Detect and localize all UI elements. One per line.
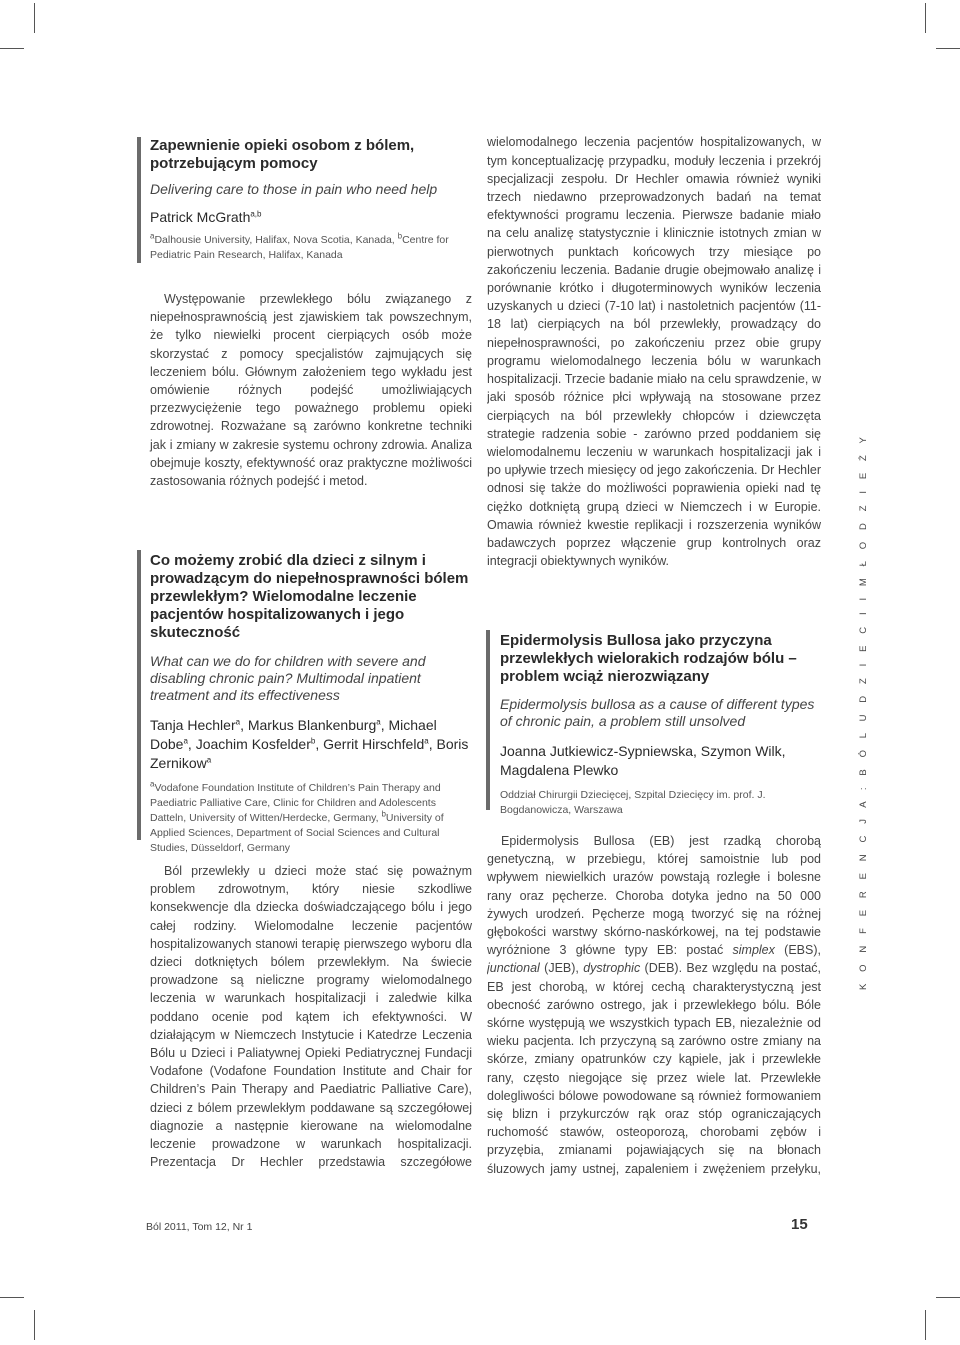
page-number: 15	[791, 1216, 808, 1233]
article3-title: Epidermolysis Bullosa jako przyczyna przewlekłych wielorakich rodzajów bólu – problem wciąż nierozwiązany	[500, 632, 797, 685]
article2-header	[150, 552, 470, 856]
section-bar	[486, 630, 490, 810]
crop-mark	[34, 3, 35, 33]
journal-citation: Ból 2011, Tom 12, Nr 1	[146, 1221, 253, 1233]
side-running-label: K O N F E R E N C J A : B Ó L U D Z I E C I I M Ł O D Z I E Ż Y	[858, 432, 869, 990]
body-italic: dystrophic	[583, 961, 641, 976]
crop-mark	[925, 1310, 926, 1340]
article1-body	[150, 290, 472, 490]
article3-body	[487, 832, 821, 1177]
article2-title: Co możemy zrobić dla dzieci z silnym i prowadzącym do niepełnosprawności bólem przewlekłym? Wielomodalne leczenie pacjentów hospitalizowanych i jego skuteczność	[150, 552, 469, 641]
crop-mark	[925, 3, 926, 33]
article2-title-en: What can we do for children with severe and disabling chronic pain? Multimodal inpatient treatment and its effectiveness	[150, 653, 426, 703]
article3-title-en: Epidermolysis bullosa as a cause of different types of chronic pain, a problem still unsolved	[500, 696, 815, 729]
author-sup: a,b	[250, 209, 262, 219]
author-name: Patrick McGrath	[150, 209, 251, 225]
aff-text: Vodafone Foundation Institute of Children’s Pain Therapy and Paediatric Palliative Care, Clinic for Children and Adolescents Datteln, University of Witten/Herdecke, Germany,	[150, 782, 441, 824]
aff-text: Centre for Pediatric Pain Research, Halifax, Kanada	[150, 234, 449, 261]
author-sup: b	[310, 736, 316, 746]
author-name: , Gerrit Hirschfeld	[315, 736, 425, 752]
body-italic: junctional	[487, 961, 540, 976]
article1-title-en: Delivering care to those in pain who need help	[150, 181, 438, 197]
article2-affiliation	[150, 781, 470, 856]
article2-authors	[150, 716, 470, 773]
author-name: , Joachim Kosfelder	[187, 736, 311, 752]
article3-authors: Joanna Jutkiewicz-Sypniewska, Szymon Wilk, Magdalena Plewko	[500, 743, 786, 778]
article2-body-text-cont: wielomodalnego leczenia pacjentów hospitalizowanych, w tym konceptualizację przypadku, moduły leczenia i przekrój specjalizacji zespołu. Dr Hechler omawia również wyniki trzech niedawno przeprowadzonych badań na temat efektywności programu leczenia. Pierwsze badanie miało na celu analizę statystycznie i klinicznie istotnych zmian w pierwotnych punktach końcowych trzy miesiące po zakończeniu leczenia. Badanie drugie obejmowało analizę i porównanie krótko i długoterminowych wyników leczenia uzyskanych u dzieci (7-10 lat) i nastoletnich pacjentów (11-18 lat) cierpiących na ból przewlekły, prowadzący do niepełnosprawności, po zakończeniu przez obie grupy programu wielomodalnego leczenia bólu w warunkach hospitalizacji. Trzecie badanie miało na celu sprawdzenie, w jaki sposób różnice płci wpływają na stosowane przez cierpiących na ból przewlekły chłopców i dziewczęta strategie radzenia sobie - zarówno przed poddaniem się wielomodalnemu leczeniu w warunkach hospitalizacji jak i po upływie trzech miesięcy od jego zakończenia. Dr Hechler odnosi się także do możliwości poprawienia opieki nad tę ciężko dotkniętą grupą dzieci w Niemczech i w Europie. Omawia również kwestie replikacji i rozszerzenia wyników badawczych poprzez włączenie grup kontrolnych oraz integracji obiektywnych wyników.	[487, 135, 821, 569]
aff-sup: a	[150, 231, 155, 241]
author-sup: a	[376, 717, 381, 727]
body-italic: simplex	[732, 943, 775, 958]
article3-body-text	[487, 832, 821, 1177]
article2-body-right	[487, 134, 821, 574]
author-sup: a	[235, 717, 241, 727]
author-name: , Michael Dobe	[150, 717, 437, 752]
article1-affiliation	[150, 233, 470, 263]
author-sup: a	[424, 736, 429, 746]
author-name: , Markus Blankenburg	[240, 717, 377, 733]
crop-mark	[936, 48, 960, 49]
author-sup: a	[206, 755, 212, 765]
aff-sup: b	[381, 809, 386, 819]
aff-sup: b	[397, 231, 403, 241]
article2-body-text: Ból przewlekły u dzieci może stać się poważnym problem zdrowotnym, który niesie szkodliwe konsekwencje dla dziecka doświadczającego bólu i jego całej rodziny. Wielomodalne leczenie pacjentów hospitalizowanych stanowi terapię pierwszego wyboru dla dzieci dotkniętych bólem przewlekłym. Na świecie prowadzone są nieliczne programy wielomodalnego leczenia w warunkach hospitalizacji i zaledwie kilka poddano ocenie pod kątem ich efektywności. W działającym w Niemczech Instytucie i Katedrze Leczenia Bólu u Dzieci i Paliatywnej Opieki Pediatrycznej Fundacji Vodafone (Vodafone Foundation Institute and Chair for Children’s Pain Therapy and Paediatric Palliative Care), dzieci z bólem przewlekłym poddawane są szczegółowej diagnozie a następnie kierowane na wielomodalne leczenie prowadzone w warunkach hospitalizacji. Prezentacja Dr Hechler przedstawia szczegółowe	[150, 864, 472, 1170]
section-bar	[137, 137, 141, 263]
aff-text: Dalhousie University, Halifax, Nova Scotia, Kanada,	[154, 234, 398, 246]
article3-header	[500, 632, 820, 818]
aff-sup: a	[150, 779, 155, 789]
body-text: (EBS),	[774, 943, 821, 958]
article3-affiliation: Oddział Chirurgii Dziecięcej, Szpital Dziecięcy im. prof. J. Bogdanowicza, Warszawa	[500, 789, 766, 816]
article1-title: Zapewnienie opieki osobom z bólem, potrzebującym pomocy	[150, 137, 415, 172]
section-bar	[137, 550, 141, 840]
article1-author	[150, 208, 470, 227]
body-text: (JEB),	[539, 961, 584, 976]
article1-body-text: Występowanie przewlekłego bólu związanego z niepełnosprawnością jest zjawiskiem tak powszechnym, że tylko niewielki procent cierpiących osób może skorzystać z pomocy specjalistów zajmujących się leczeniem bólu. Głównym założeniem tego wykładu jest omówienie różnych podejść umożliwiających przezwyciężenie tego poważnego problemu opieki zdrowotnej. Rozważane są zarówno konkretne techniki jak i zmiany w zakresie systemu ochrony zdrowia. Analiza obejmuje koszty, efektywność oraz praktyczne możliwości zastosowania różnych podejść i metod.	[150, 292, 472, 489]
crop-mark	[34, 1310, 35, 1340]
body-text: Epidermolysis Bullosa (EB) jest rzadką chorobą genetyczną, w przebiegu, której samoistnie lub pod wpływem niewielkich urazów powstają rozległe i bolesne rany oraz pęcherze. Choroba dotyka jedno na 50 000 żywych urodzeń. Pęcherze mogą tworzyć się na różnej głębokości warstwy skórno-naskórkowej, na tej podstawie wyróżnione 3 główne typy EB: postać	[487, 834, 821, 958]
aff-text: University of Applied Sciences, Department of Social Sciences and Cultural Studies, Düsseldorf, Germany	[150, 812, 444, 854]
author-name: Tanja Hechler	[150, 717, 236, 733]
crop-mark	[0, 48, 24, 49]
article1-header	[150, 137, 470, 263]
author-name: , Boris Zernikow	[150, 736, 469, 771]
body-text: (DEB). Bez względu na postać, EB jest chorobą, w której cechą charakterystyczną jest obecność zarówno ostrego, jak i przewlekłego bólu. Bóle skórne występują we wszystkich typach EB, niezależnie od wieku pacjenta. Ich przyczyną są zarówno ostre zmiany na skórze, zmiany opatrunków czy kąpiele, jak i przewlekłe rany, często niegojące się przez wiele lat. Przewlekłe dolegliwości bólowe powodowane są również formowaniem się blizn i przykurczów rąk oraz stóp ograniczających ruchomość stawów, osteoporozą, chorobami zębów i przyzębia, zmianami pojawiających się na błonach śluzowych jamy ustnej, zapaleniem i zwężeniem przełyku,	[487, 961, 821, 1176]
crop-mark	[936, 1297, 960, 1298]
author-sup: a	[183, 736, 188, 746]
article2-body-left	[150, 862, 472, 1172]
crop-mark	[0, 1297, 24, 1298]
